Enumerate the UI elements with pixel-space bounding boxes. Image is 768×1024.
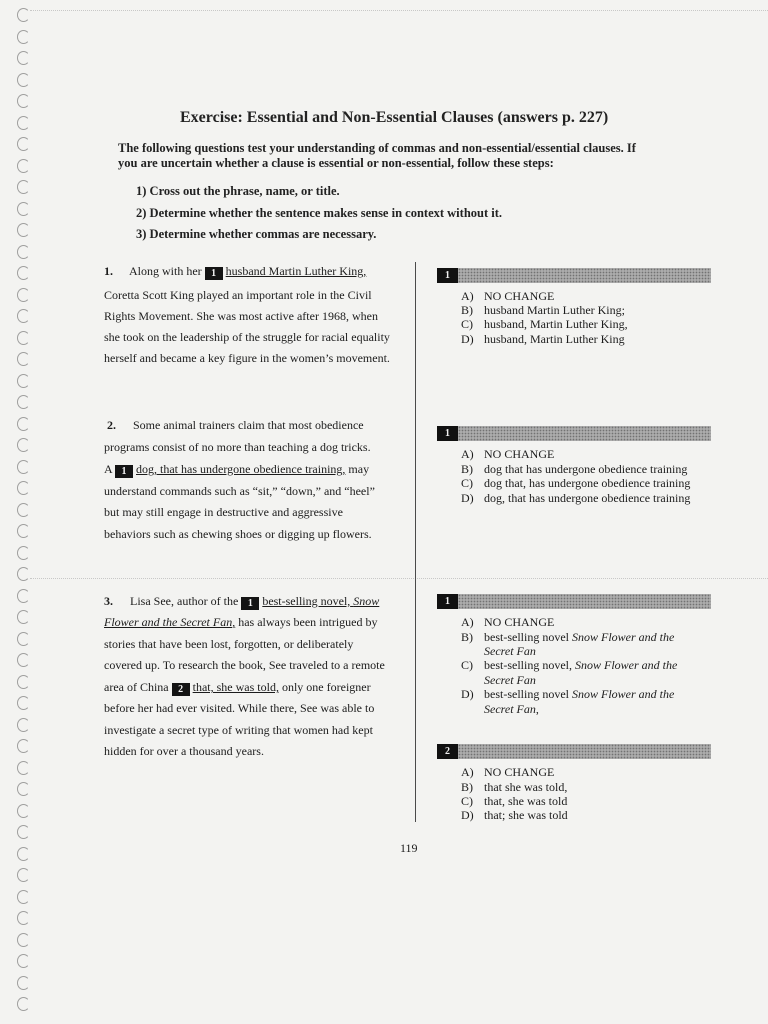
question-marker: 1 — [115, 465, 133, 478]
underlined-portion — [104, 615, 235, 629]
answer-marker: 1 — [437, 426, 458, 441]
intro-line-1: The following questions test your understanding of commas and non-essential/essential clauses. If — [118, 141, 636, 155]
question-marker: 2 — [172, 683, 190, 696]
question-3-line-2 — [104, 615, 378, 629]
question-2-line-3 — [104, 462, 369, 478]
answer-option-d — [461, 491, 690, 505]
option-text: dog that has undergone obedience training — [484, 462, 688, 476]
binding-hole — [17, 782, 30, 796]
underlined-portion: dog, that has undergone obedience training, — [136, 462, 346, 476]
option-text: husband, Martin Luther King — [484, 332, 625, 346]
binding-hole — [17, 546, 30, 560]
option-letter: B) — [461, 630, 473, 644]
answer-option-a — [461, 447, 554, 461]
question-number: 1. — [104, 264, 113, 278]
option-text: NO CHANGE — [484, 289, 555, 303]
underlined-portion — [262, 594, 379, 608]
binding-hole — [17, 610, 30, 624]
answer-option-a — [461, 765, 554, 779]
page-title: Exercise: Essential and Non-Essential Clauses (answers p. 227) — [180, 109, 609, 126]
line-text: Along with her — [129, 264, 202, 278]
answer-header-bar — [437, 594, 711, 609]
option-text: , — [535, 702, 539, 716]
answer-marker: 1 — [437, 268, 458, 283]
option-letter: D) — [461, 687, 474, 701]
answer-option-b — [461, 630, 674, 644]
option-text: NO CHANGE — [484, 765, 555, 779]
underlined-text: best-selling novel, — [262, 594, 351, 608]
scan-artifact-line — [30, 578, 768, 579]
option-text: that; she was told — [484, 808, 568, 822]
binding-hole — [17, 331, 30, 345]
underlined-portion: husband Martin Luther King, — [225, 264, 367, 278]
option-letter: C) — [461, 476, 473, 490]
answer-option-d-continued — [484, 702, 539, 716]
intro-line-2: you are uncertain whether a clause is essential or non-essential, follow these steps: — [118, 156, 554, 170]
step-1: 1) Cross out the phrase, name, or title. — [136, 184, 340, 198]
binding-hole — [17, 438, 30, 452]
answer-option-c — [461, 794, 567, 808]
option-text: best-selling novel, — [484, 658, 572, 672]
answer-option-b — [461, 303, 625, 317]
answer-option-d — [461, 808, 568, 822]
question-2-line-6: behaviors such as chewing shoes or digging up flowers. — [104, 527, 372, 541]
binding-hole — [17, 911, 30, 925]
option-letter: B) — [461, 462, 473, 476]
option-text: NO CHANGE — [484, 615, 555, 629]
binding-hole — [17, 352, 30, 366]
step-2: 2) Determine whether the sentence makes sense in context without it. — [136, 206, 503, 220]
answer-marker: 2 — [437, 744, 458, 759]
answer-marker: 1 — [437, 594, 458, 609]
binding-hole — [17, 94, 30, 108]
question-1-line-5: herself and became a key figure in the women’s movement. — [104, 351, 390, 365]
question-3-line-1 — [104, 594, 379, 610]
option-text: best-selling novel — [484, 687, 569, 701]
binding-hole — [17, 460, 30, 474]
binding-hole — [17, 417, 30, 431]
binding-hole — [17, 718, 30, 732]
book-title-italic: Secret Fan — [484, 673, 536, 687]
binding-hole — [17, 739, 30, 753]
question-2-line-4: understand commands such as “sit,” “down,” and “heel” — [104, 484, 375, 498]
line-text: Some animal trainers claim that most obedience — [133, 418, 364, 432]
answer-option-b — [461, 780, 567, 794]
option-letter: A) — [461, 289, 474, 303]
question-1-line-4: she took on the leadership of the struggle for racial equality — [104, 330, 390, 344]
question-1-line-1 — [104, 264, 366, 280]
binding-hole — [17, 997, 30, 1011]
book-title-italic: Secret Fan — [484, 644, 536, 658]
option-letter: A) — [461, 447, 474, 461]
step-3: 3) Determine whether commas are necessary. — [136, 227, 377, 241]
answer-option-c — [461, 658, 677, 672]
question-3-line-4: covered up. To research the book, See traveled to a remote — [104, 658, 385, 672]
line-text: A — [104, 462, 113, 476]
book-title-italic: Flower and the Secret Fan — [104, 615, 233, 629]
option-text: dog that, has undergone obedience training — [484, 476, 691, 490]
option-text: best-selling novel — [484, 630, 569, 644]
binding-hole — [17, 8, 30, 22]
question-number: 3. — [104, 594, 113, 608]
underlined-text: , — [232, 615, 236, 629]
answer-option-b — [461, 462, 687, 476]
binding-hole — [17, 374, 30, 388]
binding-hole — [17, 567, 30, 581]
binding-hole — [17, 223, 30, 237]
binding-hole — [17, 696, 30, 710]
binding-hole — [17, 309, 30, 323]
book-title-italic: Snow — [353, 594, 380, 608]
binding-hole — [17, 589, 30, 603]
line-text: Lisa See, author of the — [130, 594, 239, 608]
answer-option-d — [461, 687, 674, 701]
binding-hole — [17, 954, 30, 968]
answer-option-a — [461, 615, 554, 629]
option-letter: D) — [461, 491, 474, 505]
binding-hole — [17, 288, 30, 302]
question-number: 2. — [107, 418, 116, 432]
binding-hole — [17, 761, 30, 775]
answer-option-d — [461, 332, 625, 346]
scan-artifact-line — [30, 10, 768, 11]
binding-hole — [17, 395, 30, 409]
book-title-italic: Snow Flower and the — [574, 658, 678, 672]
option-letter: D) — [461, 332, 474, 346]
question-3-line-8: hidden for over a thousand years. — [104, 744, 264, 758]
answer-option-c — [461, 476, 690, 490]
binding-hole — [17, 503, 30, 517]
question-2-line-2: programs consist of no more than teaching a dog tricks. — [104, 440, 371, 454]
question-1-line-3: Rights Movement. She was most active after 1968, when — [104, 309, 378, 323]
binding-hole — [17, 653, 30, 667]
answer-option-c — [461, 317, 628, 331]
binding-hole — [17, 266, 30, 280]
binding-hole — [17, 632, 30, 646]
option-letter: B) — [461, 303, 473, 317]
binding-hole — [17, 976, 30, 990]
binding-hole — [17, 30, 30, 44]
underlined-portion: that, she was told, — [192, 680, 279, 694]
book-title-italic: Snow Flower and the — [571, 687, 675, 701]
option-letter: C) — [461, 794, 473, 808]
binding-hole — [17, 804, 30, 818]
question-2-line-1 — [107, 418, 364, 432]
option-text: husband Martin Luther King; — [484, 303, 625, 317]
option-text: dog, that has undergone obedience training — [484, 491, 691, 505]
line-text: has always been intrigued by — [238, 615, 378, 629]
option-text: NO CHANGE — [484, 447, 555, 461]
question-marker: 1 — [241, 597, 259, 610]
answer-option-c-continued — [484, 673, 536, 687]
binding-hole — [17, 825, 30, 839]
answer-option-b-continued — [484, 644, 536, 658]
answer-option-a — [461, 289, 554, 303]
question-3-line-3: stories that have been lost, forgotten, or deliberately — [104, 637, 354, 651]
binding-hole — [17, 159, 30, 173]
binding-hole — [17, 180, 30, 194]
binding-hole — [17, 245, 30, 259]
book-title-italic: Snow Flower and the — [571, 630, 675, 644]
binding-hole — [17, 890, 30, 904]
option-text: husband, Martin Luther King, — [484, 317, 628, 331]
option-letter: B) — [461, 780, 473, 794]
binding-hole — [17, 137, 30, 151]
option-text: that she was told, — [484, 780, 568, 794]
question-2-line-5: but may still engage in destructive and aggressive — [104, 505, 343, 519]
line-text: only one foreigner — [281, 680, 371, 694]
binding-hole — [17, 202, 30, 216]
binding-hole — [17, 116, 30, 130]
option-letter: C) — [461, 658, 473, 672]
binding-hole — [17, 868, 30, 882]
answer-header-bar — [437, 426, 711, 441]
binding-hole — [17, 481, 30, 495]
binding-hole — [17, 51, 30, 65]
question-1-line-2: Coretta Scott King played an important role in the Civil — [104, 288, 372, 302]
binding-hole — [17, 524, 30, 538]
option-letter: D) — [461, 808, 474, 822]
line-text: area of China — [104, 680, 169, 694]
binding-hole — [17, 933, 30, 947]
binding-hole — [17, 73, 30, 87]
line-text: may — [348, 462, 370, 476]
option-letter: C) — [461, 317, 473, 331]
question-3-line-6: before her had ever visited. While there, See was able to — [104, 701, 375, 715]
option-text: that, she was told — [484, 794, 568, 808]
answer-header-bar — [437, 268, 711, 283]
binding-hole — [17, 675, 30, 689]
answer-header-bar — [437, 744, 711, 759]
option-letter: A) — [461, 615, 474, 629]
question-3-line-5 — [104, 680, 371, 696]
book-title-italic: Secret Fan — [484, 702, 536, 716]
page-number: 119 — [400, 841, 418, 855]
option-letter: A) — [461, 765, 474, 779]
question-marker: 1 — [205, 267, 223, 280]
column-divider — [415, 262, 416, 822]
question-3-line-7: investigate a secret type of writing that women had kept — [104, 723, 373, 737]
binding-hole — [17, 847, 30, 861]
